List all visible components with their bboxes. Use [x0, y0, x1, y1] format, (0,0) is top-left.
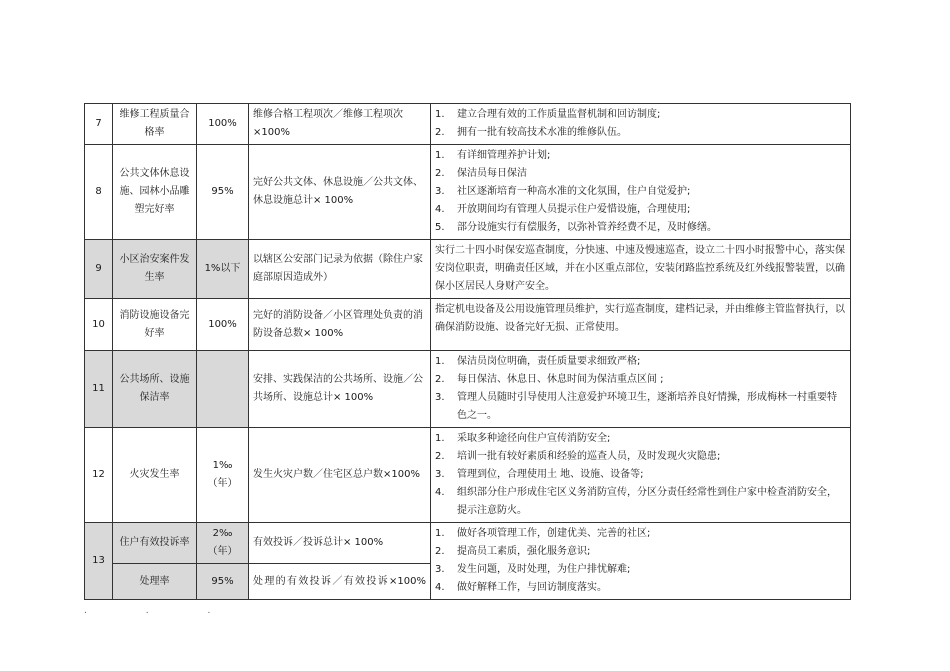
target-rate: 1%以下: [197, 240, 249, 299]
indicator-name: 消防设施设备完好率: [113, 299, 197, 351]
row-number: 9: [85, 240, 113, 299]
measure-item: 5. 部分设施实行有偿服务，以弥补管养经费不足，及时修缮。: [435, 222, 717, 233]
table-row: [85, 299, 851, 351]
measures-cell: 实行二十四小时保安巡查制度，分快速、中速及慢速巡查，设立二十四小时报警中心，落实保安岗位职责，明确责任区域，并在小区重点部位，安装闭路监控系统及红外线报警装置，以确保小区居民人身财产安全。: [431, 240, 851, 299]
table-row: [85, 428, 851, 523]
calc-method: 处理的有效投诉／有效投诉×100%: [249, 564, 431, 600]
calc-method: 维修合格工程项次／维修工程项次×100%: [249, 104, 431, 145]
target-rate: 1‰（年）: [197, 428, 249, 523]
measure-item: 2. 提高员工素质，强化服务意识;: [435, 546, 591, 557]
calc-method: 完好的消防设备／小区管理处负责的消防设备总数× 100%: [249, 299, 431, 351]
measure-item: 4. 做好解释工作，与回访制度落实。: [435, 582, 607, 593]
calc-method: 安排、实践保洁的公共场所、设施／公共场所、设施总计× 100%: [249, 351, 431, 428]
measure-item: 1. 建立合理有效的工作质量监督机制和回访制度;: [435, 109, 661, 120]
measure-item: 4. 开放期间均有管理人员提示住户爱惜设施，合理使用;: [435, 204, 691, 215]
calc-method: 发生火灾户数／住宅区总户数×100%: [249, 428, 431, 523]
indicator-name: 公共场所、设施保洁率: [113, 351, 197, 428]
measures-cell: [431, 104, 851, 145]
table-row: [85, 351, 851, 428]
footer-marks: . . .: [84, 606, 239, 616]
measure-item: 4. 组织部分住户形成住宅区义务消防宣传，分区分责任经常性到住户家中检查消防安全，提示注意防火。: [435, 487, 837, 516]
measure-item: 2. 每日保洁、休息日、休息时间为保洁重点区间 ;: [435, 374, 664, 385]
target-rate: 95%: [197, 145, 249, 240]
indicator-name: 住户有效投诉率: [113, 523, 197, 564]
measure-item: 3. 发生问题，及时处理，为住户排忧解难;: [435, 564, 631, 575]
measure-item: 3. 社区逐渐培育一种高水准的文化氛围，住户自觉爱护;: [435, 186, 691, 197]
measures-cell: [431, 351, 851, 428]
calc-method: 以辖区公安部门记录为依据（除住户家庭部原因造成外）: [249, 240, 431, 299]
measures-cell: [431, 428, 851, 523]
table-row: [85, 240, 851, 299]
table-row: [85, 104, 851, 145]
table-row: [85, 145, 851, 240]
target-rate: [197, 351, 249, 428]
measure-item: 1. 保洁员岗位明确，责任质量要求细致严格;: [435, 356, 641, 367]
calc-method: 完好公共文体、休息设施／公共文体、休息设施总计× 100%: [249, 145, 431, 240]
measure-item: 2. 拥有一批有较高技术水准的维修队伍。: [435, 127, 627, 138]
indicator-name: 处理率: [113, 564, 197, 600]
target-rate: 100%: [197, 104, 249, 145]
target-rate: 2‰（年）: [197, 523, 249, 564]
measure-item: 1. 采取多种途径向住户宣传消防安全;: [435, 433, 611, 444]
kpi-table: [84, 103, 851, 600]
target-rate: 100%: [197, 299, 249, 351]
table-row: [85, 523, 851, 564]
calc-method: 有效投诉／投诉总计× 100%: [249, 523, 431, 564]
measures-cell: [431, 523, 851, 600]
measure-item: 2. 培训一批有较好素质和经验的巡查人员，及时发现火灾隐患;: [435, 451, 721, 462]
measures-cell: 指定机电设备及公用设施管理员维护，实行巡查制度，建档记录，并由维修主管监督执行，以确保消防设施、设备完好无损、正常使用。: [431, 299, 851, 351]
measure-item: 1. 有详细管理养护计划;: [435, 150, 551, 161]
target-rate: 95%: [197, 564, 249, 600]
measures-cell: [431, 145, 851, 240]
row-number: 10: [85, 299, 113, 351]
row-number: 8: [85, 145, 113, 240]
row-number: 12: [85, 428, 113, 523]
measure-item: 3. 管理到位，合理使用土 地、设施、设备等;: [435, 469, 644, 480]
indicator-name: 小区治安案件发生率: [113, 240, 197, 299]
row-number: 13: [85, 523, 113, 600]
indicator-name: 火灾发生率: [113, 428, 197, 523]
measure-item: 2. 保洁员每日保洁: [435, 168, 527, 179]
indicator-name: 维修工程质量合格率: [113, 104, 197, 145]
row-number: 7: [85, 104, 113, 145]
measure-item: 3. 管理人员随时引导使用人注意爱护环境卫生，逐渐培养良好情操，形成梅林一村重要特色之一。: [435, 392, 837, 421]
measure-item: 1. 做好各项管理工作，创建优美、完善的社区;: [435, 528, 651, 539]
indicator-name: 公共文体休息设施、园林小品雕塑完好率: [113, 145, 197, 240]
row-number: 11: [85, 351, 113, 428]
